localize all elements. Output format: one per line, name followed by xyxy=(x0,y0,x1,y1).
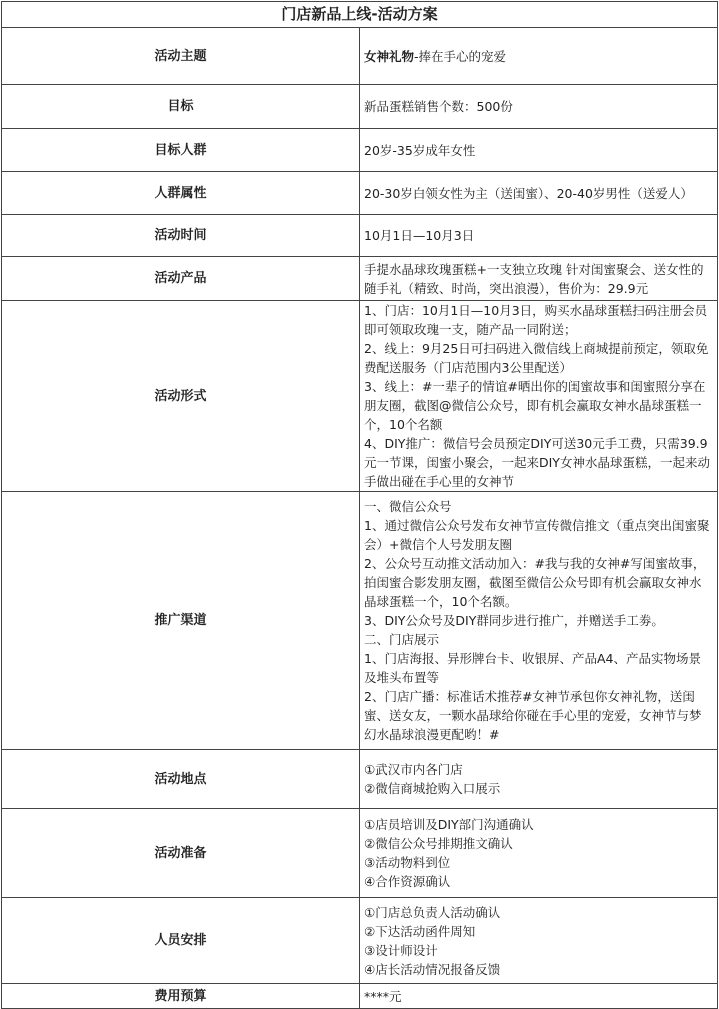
location-line: ②微信商城抢购入口展示 xyxy=(364,781,501,796)
row-label-audience: 目标人群 xyxy=(2,129,360,172)
product-value: 手提水晶球玫瑰蛋糕+一支独立玫瑰 针对闺蜜聚会、送女性的随手礼（精致、时尚，突出浪漫），售价为：29.9元 xyxy=(360,257,718,301)
row-label-goal: 目标 xyxy=(2,85,360,129)
prep-line: ③活动物料到位 xyxy=(364,855,451,870)
channels-line: 2、门店广播：标准话术推荐#女神节承包你女神礼物，送闺蜜、送女友，一颗水晶球给你碰在手心里的宠爱，女神节与梦幻水晶球浪漫更配哟！# xyxy=(364,689,702,742)
prep-line: ①店员培训及DIY部门沟通确认 xyxy=(364,817,534,832)
staff-value xyxy=(360,898,718,984)
row-label-location: 活动地点 xyxy=(2,750,360,809)
staff-line: ④店长活动情况报备反馈 xyxy=(364,961,501,977)
goal-value: 新品蛋糕销售个数：500份 xyxy=(360,85,718,129)
location-line: ①武汉市内各门店 xyxy=(364,762,463,777)
audience-value: 20岁-35岁成年女性 xyxy=(360,129,718,172)
location-value xyxy=(360,750,718,809)
prep-line: ④合作资源确认 xyxy=(364,874,451,889)
budget-value: ****元 xyxy=(360,984,718,1009)
channels-line: 1、通过微信公众号发布女神节宣传微信推文（重点突出闺蜜聚会）+微信个人号发朋友圈 xyxy=(364,518,710,552)
row-label-attributes: 人群属性 xyxy=(2,172,360,215)
form-line: 1、门店：10月1日—10月3日，购买水晶球蛋糕扫码注册会员即可领取玫瑰一支，随产品一同附送； xyxy=(364,303,708,337)
channels-line: 一、微信公众号 xyxy=(364,499,452,514)
row-label-time: 活动时间 xyxy=(2,215,360,257)
row-label-staff: 人员安排 xyxy=(2,898,360,984)
form-value xyxy=(360,301,718,492)
form-line: 2、线上：9月25日可扫码进入微信线上商城提前预定，领取免费配送服务（门店范围内3公里配送） xyxy=(364,341,709,375)
row-label-channels: 推广渠道 xyxy=(2,492,360,750)
staff-line: ①门店总负责人活动确认 xyxy=(364,904,501,920)
time-value: 10月1日—10月3日 xyxy=(360,215,718,257)
prep-line: ②微信公众号排期推文确认 xyxy=(364,836,513,851)
row-label-theme: 活动主题 xyxy=(2,28,360,85)
form-line: 4、DIY推广：微信号会员预定DIY可送30元手工费，只需39.9元一节课，闺蜜小聚会，一起来DIY女神水晶球蛋糕，一起来动手做出碰在手心里的女神节 xyxy=(364,436,710,489)
staff-line: ②下达活动函件周知 xyxy=(364,923,476,939)
prep-value xyxy=(360,809,718,898)
channels-line: 2、公众号互动推文活动加入：#我与我的女神#写闺蜜故事，拍闺蜜合影发朋友圈，截图至微信公众号即有机会赢取女神水晶球蛋糕一个，10个名额。 xyxy=(364,556,706,609)
theme-text: -捧在手心的宠爱 xyxy=(414,48,507,64)
channels-line: 1、门店海报、异形牌台卡、收银屏、产品A4、产品实物场景及堆头布置等 xyxy=(364,651,701,685)
row-label-budget: 费用预算 xyxy=(2,984,360,1009)
channels-line: 3、DIY公众号及DIY群同步进行推广，并赠送手工劵。 xyxy=(364,613,664,628)
theme-value xyxy=(360,28,718,85)
row-label-form: 活动形式 xyxy=(2,301,360,492)
theme-bold: 女神礼物 xyxy=(364,48,415,64)
plan-table xyxy=(1,1,718,1009)
channels-line: 二、门店展示 xyxy=(364,632,440,647)
row-label-prep: 活动准备 xyxy=(2,809,360,898)
form-line: 3、线上：#一辈子的情谊#晒出你的闺蜜故事和闺蜜照分享在朋友圈，截图@微信公众号，即有机会赢取女神水晶球蛋糕一个，10个名额 xyxy=(364,379,706,432)
staff-line: ③设计师设计 xyxy=(364,942,438,958)
channels-value xyxy=(360,492,718,750)
document-title: 门店新品上线-活动方案 xyxy=(2,2,718,28)
attributes-value: 20-30岁白领女性为主（送闺蜜）、20-40岁男性（送爱人） xyxy=(360,172,718,215)
row-label-product: 活动产品 xyxy=(2,257,360,301)
